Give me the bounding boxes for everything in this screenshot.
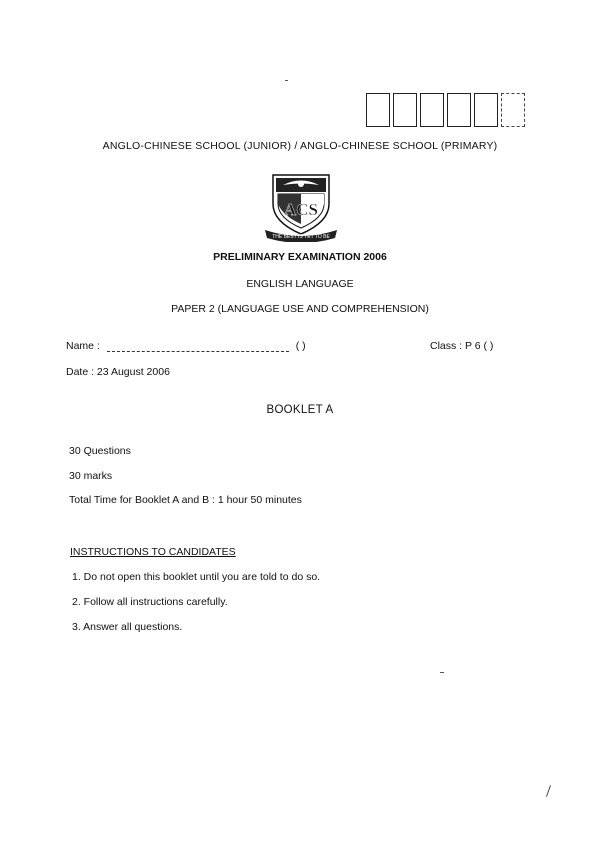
instructions-heading: INSTRUCTIONS TO CANDIDATES: [70, 546, 236, 558]
index-box[interactable]: [393, 93, 417, 127]
index-box[interactable]: [501, 93, 525, 127]
crest-monogram: ACS: [283, 200, 319, 219]
paper-title: PAPER 2 (LANGUAGE USE AND COMPREHENSION): [171, 303, 429, 315]
index-box[interactable]: [366, 93, 390, 127]
name-field[interactable]: [107, 341, 289, 352]
name-label: Name :: [66, 340, 100, 352]
question-count: 30 Questions: [69, 445, 131, 457]
register-number-paren: ( ): [295, 340, 306, 352]
name-row: [66, 340, 306, 352]
subject-title: ENGLISH LANGUAGE: [246, 278, 354, 290]
class-field[interactable]: Class : P 6 ( ): [430, 340, 494, 352]
instruction-item: 1. Do not open this booklet until you are told to do so.: [72, 571, 321, 583]
total-marks: 30 marks: [69, 470, 113, 482]
exam-date: Date : 23 August 2006: [66, 366, 170, 378]
instruction-item: 2. Follow all instructions carefully.: [72, 596, 228, 608]
total-time: Total Time for Booklet A and B : 1 hour 50 minutes: [69, 494, 302, 506]
scan-stroke: [546, 785, 551, 797]
school-crest-icon: [263, 172, 339, 242]
index-box[interactable]: [447, 93, 471, 127]
index-number-boxes: [366, 93, 528, 127]
crest-motto: THE BEST IS YET TO BE: [272, 234, 330, 240]
school-name: ANGLO-CHINESE SCHOOL (JUNIOR) / ANGLO-CHINESE SCHOOL (PRIMARY): [102, 140, 498, 152]
instruction-item: 3. Answer all questions.: [72, 621, 183, 633]
booklet-title: BOOKLET A: [266, 404, 334, 416]
scan-speck: [285, 80, 288, 81]
index-box[interactable]: [420, 93, 444, 127]
scan-speck: [440, 672, 444, 673]
exam-title: PRELIMINARY EXAMINATION 2006: [213, 251, 387, 263]
index-box[interactable]: [474, 93, 498, 127]
